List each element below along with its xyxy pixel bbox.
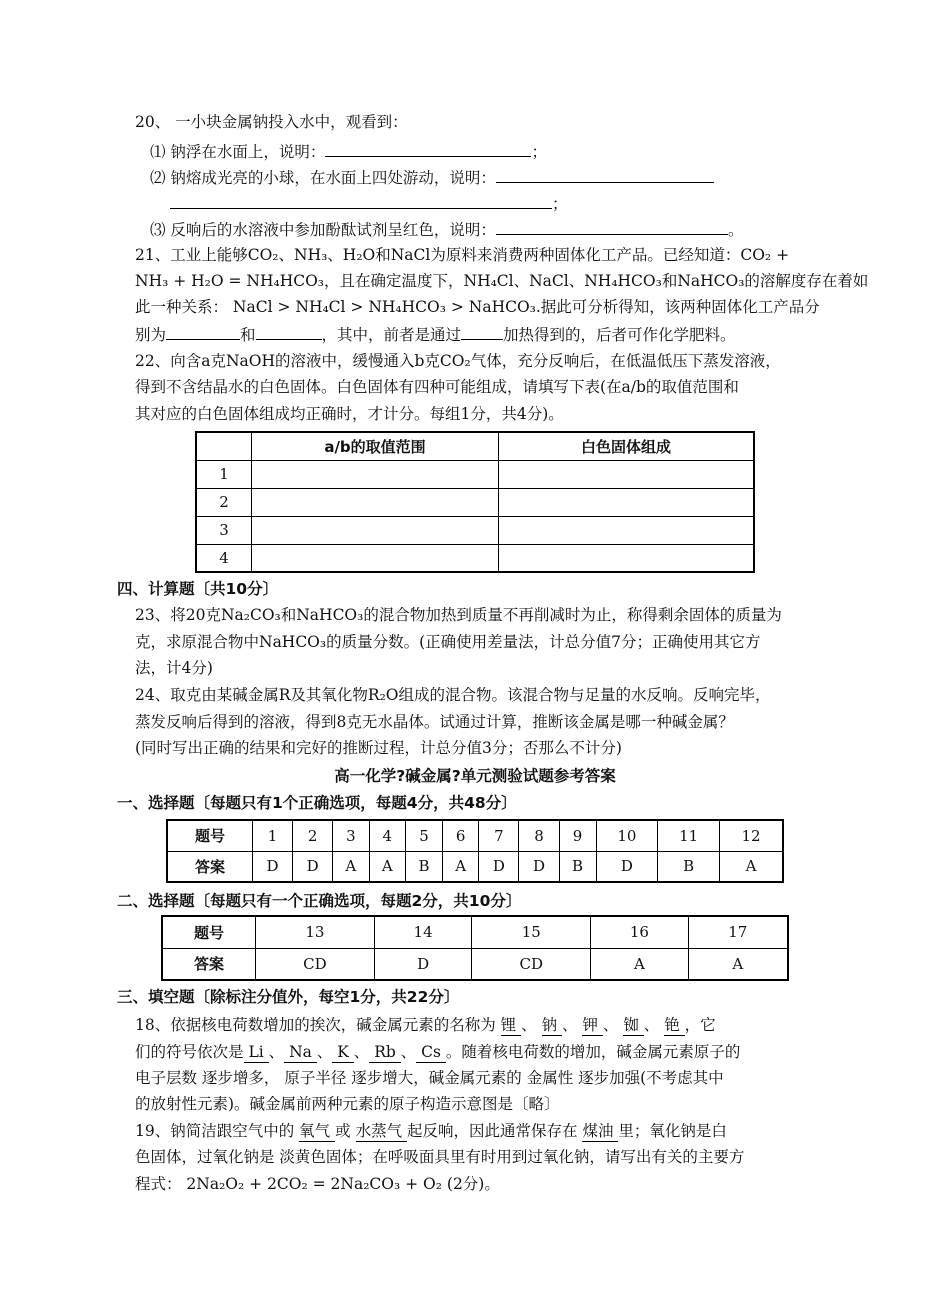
answer-cell[interactable] <box>252 516 499 544</box>
answer-cell[interactable] <box>499 516 755 544</box>
answer-cell[interactable] <box>499 488 755 516</box>
question-number: 17 <box>688 916 788 948</box>
row-label: 题号 <box>167 820 253 851</box>
answer-letter: A <box>720 851 783 882</box>
row-number: 1 <box>196 460 252 488</box>
answer-letter: B <box>405 851 442 882</box>
question-number: 7 <box>479 820 519 851</box>
answer-blank[interactable] <box>256 323 322 340</box>
answer-water-vapor: 水蒸气 <box>355 1122 407 1140</box>
q24-line3: (同时写出正确的结果和完好的推断过程，计总分值3分；否那么不计分) <box>135 739 622 757</box>
q21-line2: NH₃ + H₂O = NH₄HCO₃，且在确定温度下，NH₄Cl、NaCl、NH₄HCO₃和NaHCO₃的溶解度存在着如 <box>135 272 869 290</box>
answer-letter: B <box>559 851 596 882</box>
question-number: 6 <box>442 820 478 851</box>
question-number: 3 <box>333 820 369 851</box>
q18-line1 <box>135 1014 716 1036</box>
q21-text-a: 别为 <box>135 326 167 344</box>
answer-oxygen: 氧气 <box>299 1122 336 1140</box>
q18-text: 。随着核电荷数的增加，碱金属元素原子的 <box>445 1043 741 1061</box>
row-label: 答案 <box>167 851 253 882</box>
semicolon: ； <box>552 195 568 213</box>
q18-line4: 的放射性元素)。碱金属前两种元素的原子构造示意图是〔略〕 <box>135 1095 560 1113</box>
answers-section2-title: 二、选择题〔每题只有一个正确选项，每题2分，共10分〕 <box>117 892 522 910</box>
q23-line2: 克，求原混合物中NaHCO₃的质量分数。(正确使用差量法，计总分值7分；正确使用其它方 <box>135 633 761 651</box>
table-header: 白色固体组成 <box>499 432 755 460</box>
separator: 、 <box>602 1016 619 1034</box>
row-number: 2 <box>196 488 252 516</box>
element-name: 钠 <box>541 1016 562 1034</box>
q22-line1: 22、向含a克NaOH的溶液中，缓慢通入b克CO₂气体，充分反响后，在低温低压下蒸发溶液， <box>135 352 781 370</box>
question-number: 1 <box>253 820 293 851</box>
row-number: 4 <box>196 544 252 572</box>
question-number: 9 <box>559 820 596 851</box>
question-number: 12 <box>720 820 783 851</box>
row-label: 题号 <box>162 916 256 948</box>
answer-key-title: 高一化学?碱金属?单元测验试题参考答案 <box>334 767 616 785</box>
q22-line2: 得到不含结晶水的白色固体。白色固体有四种可能组成，请填写下表(在a/b的取值范围和 <box>135 378 739 396</box>
answer-blank[interactable] <box>496 218 728 235</box>
q21-line4 <box>135 323 736 346</box>
element-name: 铯 <box>664 1016 685 1034</box>
answer-letter: D <box>479 851 519 882</box>
row-number: 3 <box>196 516 252 544</box>
q19-text: 起反响，因此通常保存在 <box>407 1122 578 1140</box>
q18-text: ，它 <box>684 1016 716 1034</box>
question-number: 2 <box>293 820 333 851</box>
answer-letter: D <box>374 948 471 980</box>
answer-letter: A <box>591 948 688 980</box>
separator: 、 <box>316 1043 333 1061</box>
answer-letter: CD <box>256 948 375 980</box>
q20-part3 <box>150 218 743 241</box>
q21-text-b: 和 <box>240 326 256 344</box>
question-number: 13 <box>256 916 375 948</box>
q19-text: 或 <box>335 1122 351 1140</box>
answer-kerosene: 煤油 <box>582 1122 619 1140</box>
q21-text-c: ，其中，前者是通过 <box>321 326 462 344</box>
answer-blank[interactable] <box>170 192 552 209</box>
q21-text-d: 加热得到的，后者可作化学肥料。 <box>503 326 736 344</box>
q20-part2-cont <box>170 192 568 215</box>
q22-line3: 其对应的白色固体组成均正确时，才计分。每组1分，共4分)。 <box>135 405 564 423</box>
answer-blank[interactable] <box>461 323 503 340</box>
element-name: 铷 <box>623 1016 644 1034</box>
separator: 、 <box>268 1043 285 1061</box>
question-number: 5 <box>405 820 442 851</box>
answer-blank[interactable] <box>166 323 240 340</box>
element-symbol: K <box>332 1043 354 1061</box>
q22-answer-table <box>195 431 755 573</box>
q23-line1: 23、将20克Na₂CO₃和NaHCO₃的混合物加热到质量不再削减时为止，称得剩余固体的质量为 <box>135 606 782 624</box>
q24-line2: 蒸发反响后得到的溶液，得到8克无水晶体。试通过计算，推断该金属是哪一种碱金属？ <box>135 713 734 731</box>
separator: 、 <box>521 1016 537 1034</box>
question-number: 10 <box>596 820 658 851</box>
answer-letter: CD <box>472 948 591 980</box>
question-number: 15 <box>472 916 591 948</box>
answers-section2-table <box>161 915 789 981</box>
question-number: 8 <box>519 820 559 851</box>
q18-text: 们的符号依次是 <box>135 1043 244 1061</box>
section4-title: 四、计算题〔共10分〕 <box>117 580 279 598</box>
q20-part2-text: ⑵ 钠熔成光亮的小球，在水面上四处游动，说明： <box>150 169 496 187</box>
q19-text: 19、钠简洁跟空气中的 <box>135 1122 295 1140</box>
answers-section1-table <box>166 819 784 883</box>
answers-section3-title: 三、填空题〔除标注分值外，每空1分，共22分〕 <box>117 988 460 1006</box>
element-name: 锂 <box>500 1016 522 1034</box>
answer-letter: A <box>333 851 369 882</box>
answer-blank[interactable] <box>496 166 714 183</box>
separator: 、 <box>400 1043 417 1061</box>
q20-part2 <box>150 166 714 189</box>
q21-line3: 此一种关系： NaCl > NH₄Cl > NH₄HCO₃ > NaHCO₃.据此可分析得知，该两种固体化工产品分 <box>135 298 820 316</box>
answer-letter: D <box>253 851 293 882</box>
answer-cell[interactable] <box>499 460 755 488</box>
answer-cell[interactable] <box>499 544 755 572</box>
answer-letter: D <box>596 851 658 882</box>
q20-part1-text: ⑴ 钠浮在水面上，说明： <box>150 143 326 161</box>
table-header <box>196 432 252 460</box>
answer-letter: A <box>688 948 788 980</box>
element-symbol: Li <box>243 1043 269 1061</box>
answer-blank[interactable] <box>325 140 531 157</box>
semicolon: ； <box>531 143 547 161</box>
q18-text: 18、依据核电荷数增加的挨次，碱金属元素的名称为 <box>135 1016 496 1034</box>
q18-line2 <box>135 1041 740 1063</box>
q20-part1 <box>150 140 547 163</box>
question-number: 11 <box>658 820 720 851</box>
q20-stem: 20、 一小块金属钠投入水中，观看到： <box>135 113 408 131</box>
answer-letter: A <box>369 851 405 882</box>
answer-letter: D <box>519 851 559 882</box>
table-header: a/b的取值范围 <box>252 432 499 460</box>
answer-letter: D <box>293 851 333 882</box>
element-symbol: Cs <box>416 1043 446 1061</box>
answer-cell[interactable] <box>252 544 499 572</box>
separator: 、 <box>562 1016 578 1034</box>
element-symbol: Rb <box>369 1043 401 1061</box>
question-number: 14 <box>374 916 471 948</box>
q24-line1: 24、取克由某碱金属R及其氧化物R₂O组成的混合物。该混合物与足量的水反响。反响完毕， <box>135 686 771 704</box>
separator: 、 <box>353 1043 370 1061</box>
q21-line1: 21、工业上能够CO₂、NH₃、H₂O和NaCl为原料来消费两种固体化工产品。已经知道：CO₂ + <box>135 246 790 264</box>
q23-line3: 法，计4分) <box>135 659 213 677</box>
q19-text: 里；氧化钠是白 <box>618 1122 727 1140</box>
q19-line3: 程式： 2Na₂O₂ + 2CO₂ = 2Na₂CO₃ + O₂ (2分)。 <box>135 1175 500 1193</box>
question-number: 16 <box>591 916 688 948</box>
answer-cell[interactable] <box>252 460 499 488</box>
q20-part3-text: ⑶ 反响后的水溶液中参加酚酞试剂呈红色，说明： <box>150 221 496 239</box>
question-number: 4 <box>369 820 405 851</box>
answer-letter: B <box>658 851 720 882</box>
period: 。 <box>727 221 744 239</box>
element-symbol: Na <box>284 1043 317 1061</box>
answers-section1-title: 一、选择题〔每题只有1个正确选项，每题4分，共48分〕 <box>117 794 517 812</box>
element-name: 钾 <box>582 1016 603 1034</box>
q18-line3: 电子层数 逐步增多， 原子半径 逐步增大，碱金属元素的 金属性 逐步加强(不考虑其中 <box>135 1069 724 1087</box>
q19-line1 <box>135 1120 727 1142</box>
separator: 、 <box>643 1016 660 1034</box>
answer-letter: A <box>442 851 478 882</box>
answer-cell[interactable] <box>252 488 499 516</box>
q19-line2: 色固体，过氧化钠是 淡黄色固体；在呼吸面具里有时用到过氧化钠，请写出有关的主要方 <box>135 1148 745 1166</box>
row-label: 答案 <box>162 948 256 980</box>
